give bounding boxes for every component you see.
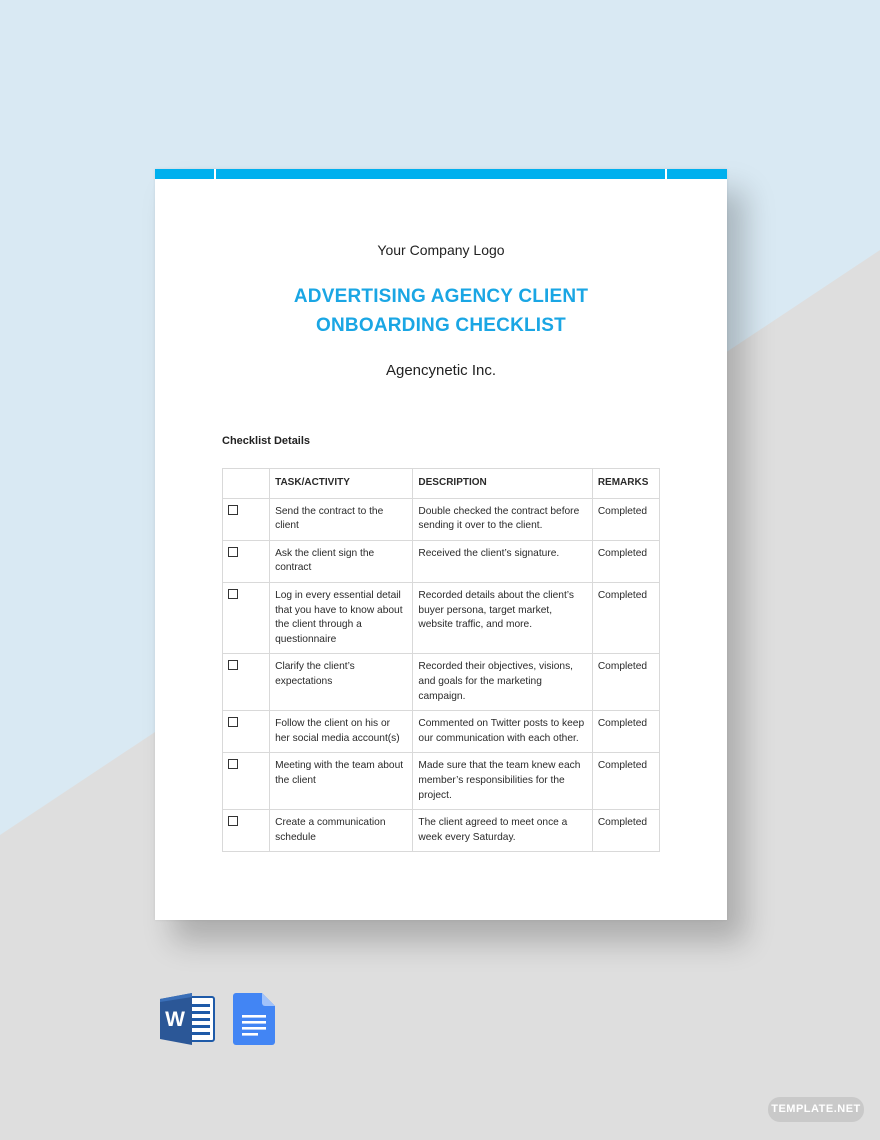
table-row — [223, 582, 660, 653]
remarks-cell: Completed — [592, 540, 659, 582]
title-line-2: ONBOARDING CHECKLIST — [316, 315, 566, 336]
microsoft-word-icon[interactable] — [160, 993, 215, 1045]
google-docs-icon[interactable] — [233, 993, 275, 1045]
header-description: DESCRIPTION — [413, 469, 592, 499]
template-net-badge[interactable]: TEMPLATE.NET — [768, 1097, 864, 1122]
description-cell: Received the client’s signature. — [413, 540, 592, 582]
header-remarks: REMARKS — [592, 469, 659, 499]
task-cell: Ask the client sign the contract — [270, 540, 413, 582]
checkbox[interactable] — [228, 759, 238, 769]
header-bar-segment — [216, 169, 665, 179]
table-row — [223, 654, 660, 711]
checkbox[interactable] — [228, 816, 238, 826]
remarks-cell: Completed — [592, 498, 659, 540]
checklist-table — [222, 468, 660, 852]
checkbox-cell — [223, 810, 270, 852]
remarks-cell: Completed — [592, 753, 659, 810]
checkbox[interactable] — [228, 717, 238, 727]
description-cell: The client agreed to meet once a week every Saturday. — [413, 810, 592, 852]
table-row — [223, 540, 660, 582]
checkbox-cell — [223, 753, 270, 810]
task-cell: Follow the client on his or her social media account(s) — [270, 711, 413, 753]
checkbox[interactable] — [228, 547, 238, 557]
description-cell: Made sure that the team knew each member’s responsibilities for the project. — [413, 753, 592, 810]
section-label: Checklist Details — [222, 435, 311, 447]
checkbox[interactable] — [228, 660, 238, 670]
company-name: Agencynetic Inc. — [385, 362, 497, 379]
task-cell: Meeting with the team about the client — [270, 753, 413, 810]
task-cell: Log in every essential detail that you have to know about the client through a questionnaire — [270, 582, 413, 653]
header-checkbox-col — [223, 469, 270, 499]
header-bar-segment — [155, 169, 214, 179]
document-title — [155, 282, 727, 340]
task-cell: Send the contract to the client — [270, 498, 413, 540]
title-line-1: ADVERTISING AGENCY CLIENT — [293, 286, 589, 307]
checkbox-cell — [223, 540, 270, 582]
remarks-cell: Completed — [592, 711, 659, 753]
document-page — [155, 169, 727, 920]
table-row — [223, 498, 660, 540]
header-task: TASK/ACTIVITY — [270, 469, 413, 499]
remarks-cell: Completed — [592, 582, 659, 653]
checkbox-cell — [223, 582, 270, 653]
table-row — [223, 753, 660, 810]
remarks-cell: Completed — [592, 810, 659, 852]
table-row — [223, 711, 660, 753]
description-cell: Commented on Twitter posts to keep our communication with each other. — [413, 711, 592, 753]
description-cell: Double checked the contract before sending it over to the client. — [413, 498, 592, 540]
table-header-row — [223, 469, 660, 499]
task-cell: Create a communication schedule — [270, 810, 413, 852]
header-bar-segment — [667, 169, 727, 179]
checkbox[interactable] — [228, 589, 238, 599]
description-cell: Recorded their objectives, visions, and goals for the marketing campaign. — [413, 654, 592, 711]
remarks-cell: Completed — [592, 654, 659, 711]
checkbox-cell — [223, 498, 270, 540]
task-cell: Clarify the client’s expectations — [270, 654, 413, 711]
description-cell: Recorded details about the client’s buyer persona, target market, website traffic, and more. — [413, 582, 592, 653]
table-row — [223, 810, 660, 852]
checkbox-cell — [223, 711, 270, 753]
checkbox-cell — [223, 654, 270, 711]
svg-text:W: W — [165, 1008, 185, 1031]
checkbox[interactable] — [228, 505, 238, 515]
company-logo-placeholder: Your Company Logo — [377, 242, 505, 258]
